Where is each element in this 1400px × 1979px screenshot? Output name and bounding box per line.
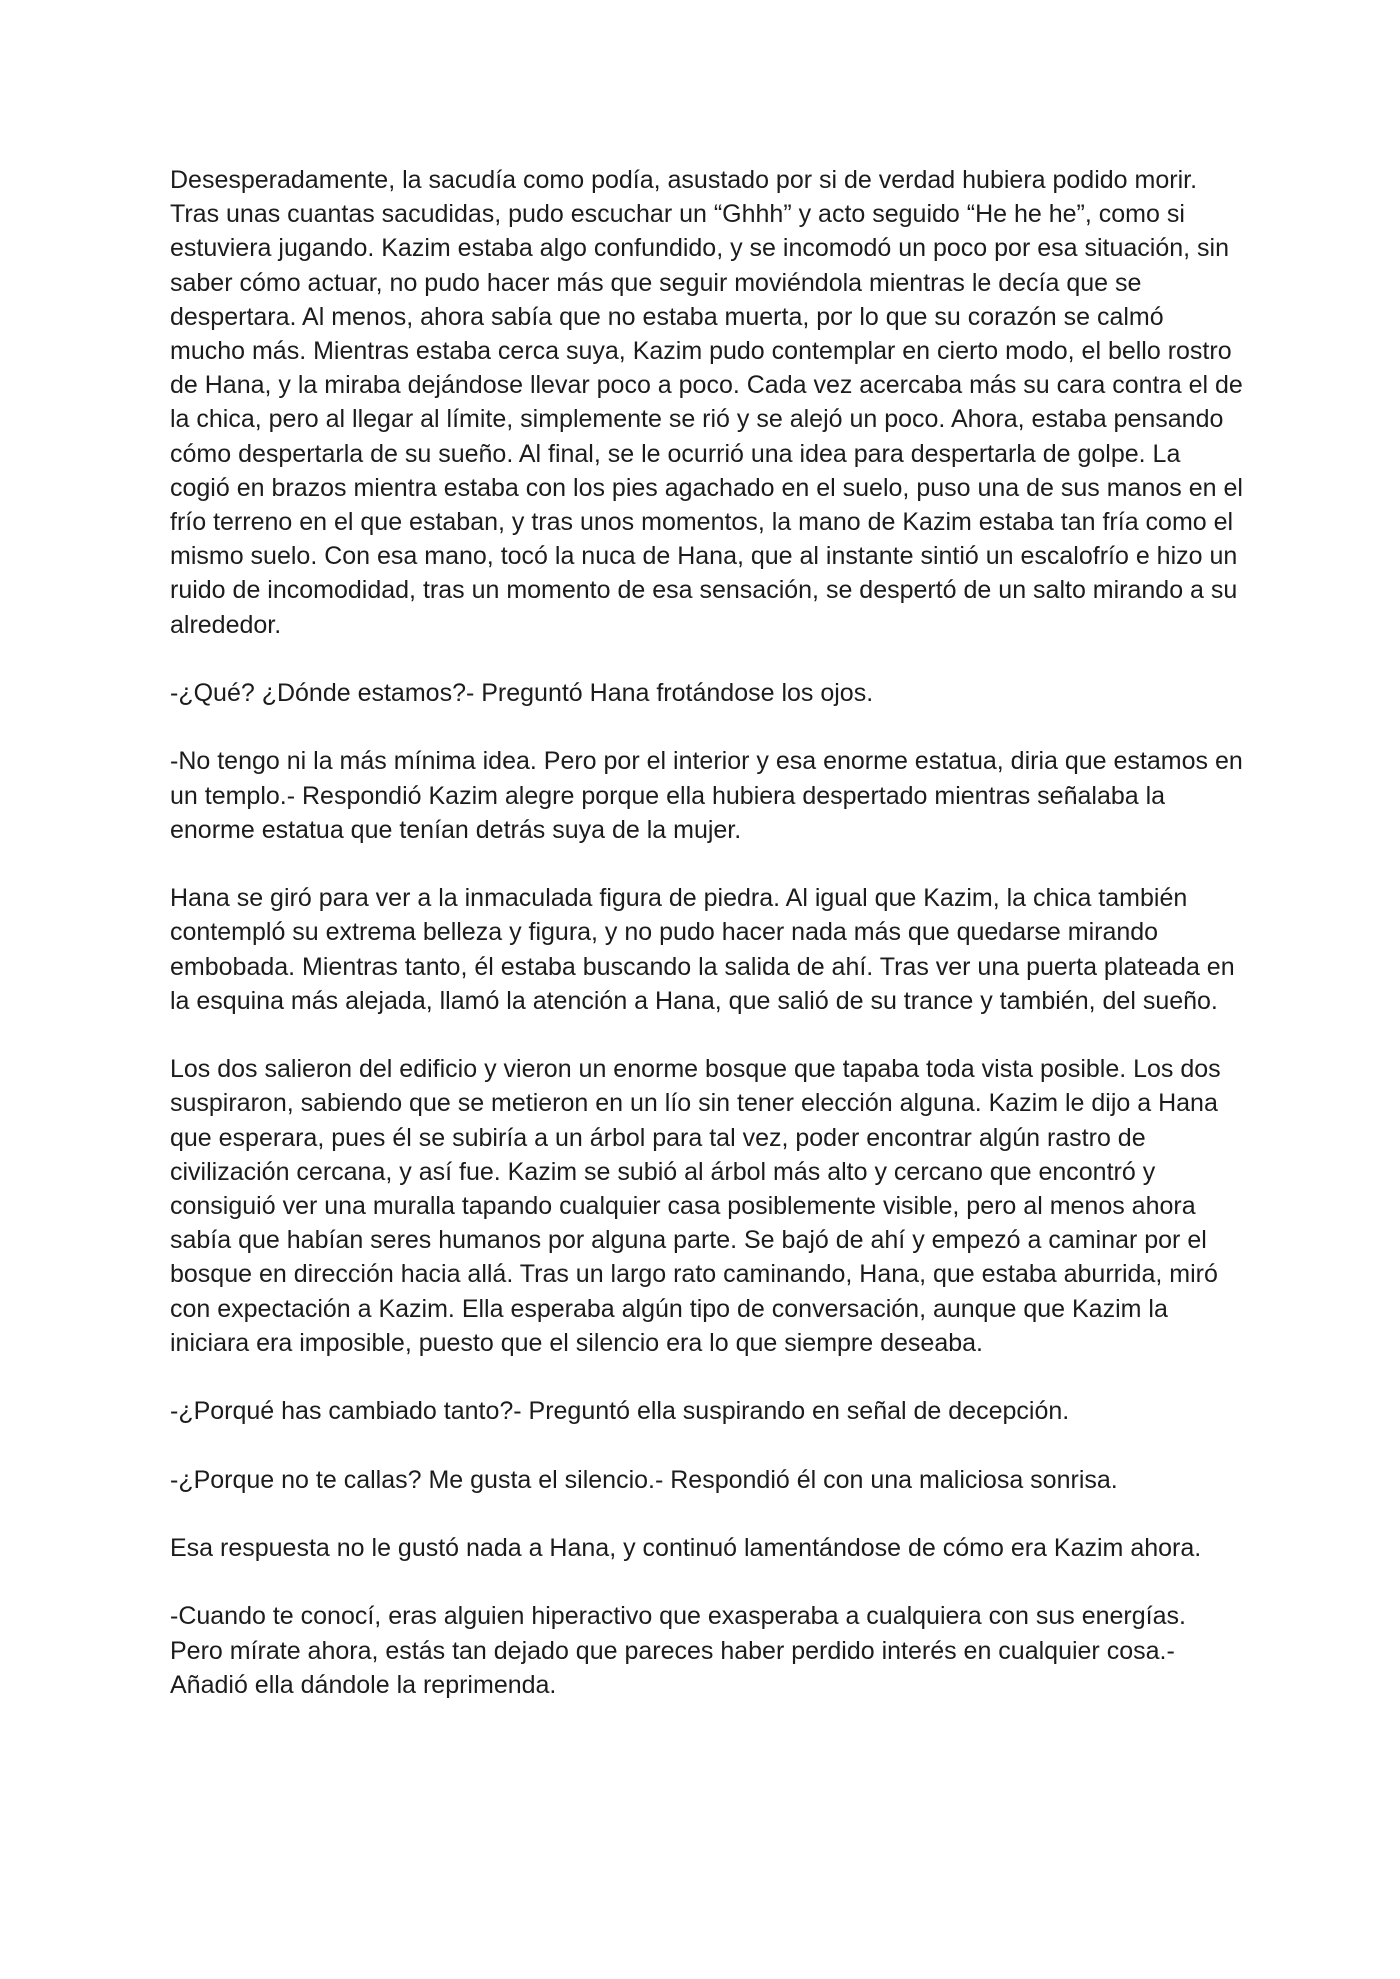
paragraph: Hana se giró para ver a la inmaculada figura de piedra. Al igual que Kazim, la chica también contempló su extrema belleza y figura, y no pudo hacer nada más que quedarse mirando embobada. Mientras tanto, él estaba buscando la salida de ahí. Tras ver una puerta plateada en la esquina más alejada, llamó la atención a Hana, que salió de su trance y también, del sueño.	[170, 884, 1235, 1015]
paragraph: Esa respuesta no le gustó nada a Hana, y continuó lamentándose de cómo era Kazim ahora.	[170, 1534, 1202, 1563]
paragraph: Los dos salieron del edificio y vieron un enorme bosque que tapaba toda vista posible. Los dos suspiraron, sabiendo que se metieron en un lío sin tener elección alguna. Kazim le dijo a Hana que esperara, pues él se subiría a un árbol para tal vez, poder encontrar algún rastro de civilización cercana, y así fue. Kazim se subió al árbol más alto y cercano que encontró y consiguió ver una muralla tapando cualquier casa posiblemente visible, pero al menos ahora sabía que habían seres humanos por alguna parte. Se bajó de ahí y empezó a caminar por el bosque en dirección hacia allá. Tras un largo rato caminando, Hana, que estaba aburrida, miró con expectación a Kazim. Ella esperaba algún tipo de conversación, aunque que Kazim la iniciara era imposible, puesto que el silencio era lo que siempre deseaba.	[170, 1055, 1221, 1357]
document-page	[170, 163, 1245, 1702]
paragraph: -¿Porqué has cambiado tanto?- Preguntó ella suspirando en señal de decepción.	[170, 1397, 1070, 1426]
paragraph: -¿Qué? ¿Dónde estamos?- Preguntó Hana frotándose los ojos.	[170, 679, 874, 708]
paragraph: -Cuando te conocí, eras alguien hiperactivo que exasperaba a cualquiera con sus energías. Pero mírate ahora, estás tan dejado que pareces haber perdido interés en cualquier cosa.- Añadió ella dándole la reprimenda.	[170, 1602, 1186, 1699]
paragraph: -¿Porque no te callas? Me gusta el silencio.- Respondió él con una maliciosa sonrisa.	[170, 1465, 1118, 1494]
paragraph: Desesperadamente, la sacudía como podía, asustado por si de verdad hubiera podido morir. Tras unas cuantas sacudidas, pudo escuchar un “Ghhh” y acto seguido “He he he”, como si estuviera jugando. Kazim estaba algo confundido, y se incomodó un poco por esa situación, sin saber cómo actuar, no pudo hacer más que seguir moviéndola mientras le decía que se despertara. Al menos, ahora sabía que no estaba muerta, por lo que su corazón se calmó mucho más. Mientras estaba cerca suya, Kazim pudo contemplar en cierto modo, el bello rostro de Hana, y la miraba dejándose llevar poco a poco. Cada vez acercaba más su cara contra el de la chica, pero al llegar al límite, simplemente se rió y se alejó un poco. Ahora, estaba pensando cómo despertarla de su sueño. Al final, se le ocurrió una idea para despertarla de golpe. La cogió en brazos mientra estaba con los pies agachado en el suelo, puso una de sus manos en el frío terreno en el que estaban, y tras unos momentos, la mano de Kazim estaba tan fría como el mismo suelo. Con esa mano, tocó la nuca de Hana, que al instante sintió un escalofrío e hizo un ruido de incomodidad, tras un momento de esa sensación, se despertó de un salto mirando a su alrededor.	[170, 166, 1243, 639]
paragraph: -No tengo ni la más mínima idea. Pero por el interior y esa enorme estatua, diria que estamos en un templo.- Respondió Kazim alegre porque ella hubiera despertado mientras señalaba la enorme estatua que tenían detrás suya de la mujer.	[170, 747, 1243, 844]
